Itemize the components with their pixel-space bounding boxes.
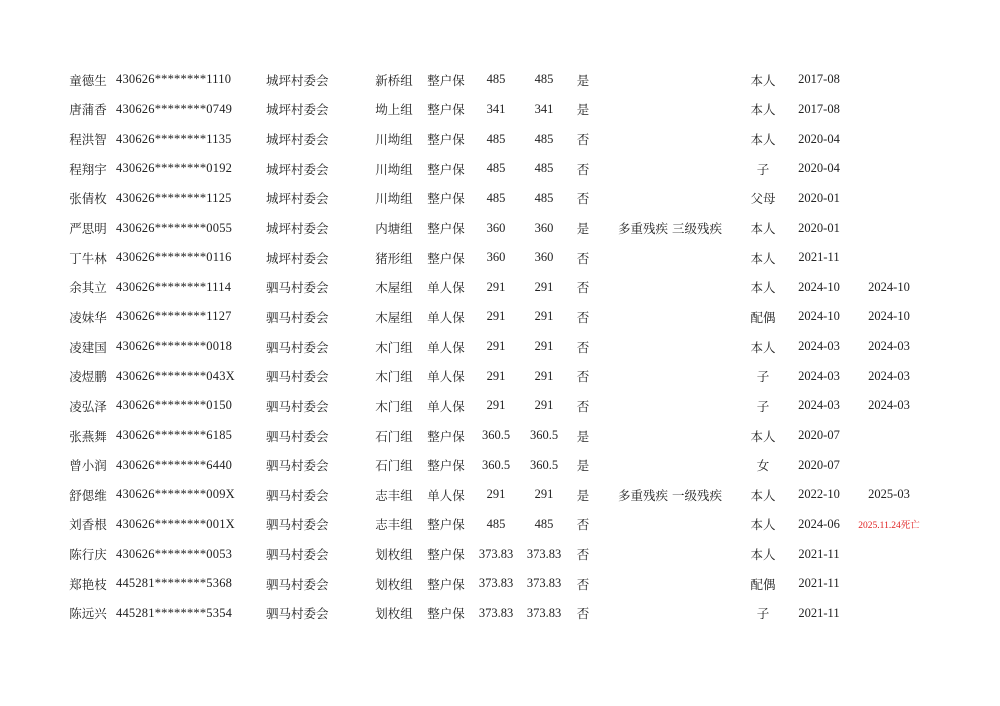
group-cell: 猪形组 <box>375 250 413 266</box>
end-date-cell: 2024-10 <box>868 279 910 294</box>
group-cell: 划枚组 <box>375 547 413 563</box>
amount-cell: 341 <box>486 101 506 116</box>
flag-cell: 否 <box>576 517 590 533</box>
id-number-cell: 430626********0053 <box>116 546 233 561</box>
amount-total-cell: 360.5 <box>529 428 559 442</box>
end-date-cell <box>854 65 924 95</box>
group-cell: 内塘组 <box>375 221 413 237</box>
name-cell: 刘香根 <box>69 517 107 533</box>
group-cell: 坳上组 <box>375 102 413 118</box>
start-date-cell: 2021-11 <box>798 576 840 591</box>
start-date-cell: 2020-04 <box>798 131 840 146</box>
id-number-cell: 430626********009X <box>116 487 235 502</box>
village-cell: 城坪村委会 <box>266 191 329 207</box>
relation-cell: 配偶 <box>750 309 776 325</box>
id-number-cell: 430626********1127 <box>116 309 232 324</box>
assistance-type-cell: 整户保 <box>427 250 465 266</box>
end-date-cell: 2025-03 <box>868 487 910 502</box>
table-row <box>60 480 924 510</box>
assistance-type-cell: 整户保 <box>427 72 465 88</box>
id-number-cell: 430626********1110 <box>116 72 232 87</box>
table-row <box>60 332 924 362</box>
disability-cell <box>598 569 742 599</box>
name-cell: 张燕舞 <box>69 428 107 444</box>
start-date-cell: 2024-03 <box>798 339 840 354</box>
flag-cell: 否 <box>576 250 590 266</box>
name-cell: 舒偲维 <box>69 487 107 503</box>
group-cell: 新桥组 <box>375 72 413 88</box>
id-number-cell: 430626********001X <box>116 516 235 531</box>
name-cell: 陈远兴 <box>69 606 107 622</box>
group-cell: 划枚组 <box>375 576 413 592</box>
amount-cell: 360 <box>486 250 506 265</box>
assistance-type-cell: 整户保 <box>427 428 465 444</box>
relation-cell: 本人 <box>750 250 776 266</box>
assistance-type-cell: 单人保 <box>427 339 465 355</box>
flag-cell: 否 <box>576 280 590 296</box>
village-cell: 驷马村委会 <box>266 576 329 592</box>
amount-cell: 360 <box>486 220 506 235</box>
group-cell: 木屋组 <box>375 309 413 325</box>
village-cell: 驷马村委会 <box>266 517 329 533</box>
assistance-type-cell: 整户保 <box>427 517 465 533</box>
flag-cell: 是 <box>576 72 590 88</box>
name-cell: 严思明 <box>69 221 107 237</box>
table-row <box>60 184 924 214</box>
relation-cell: 本人 <box>750 221 776 237</box>
start-date-cell: 2024-03 <box>798 368 840 383</box>
amount-total-cell: 360 <box>534 250 554 265</box>
group-cell: 木门组 <box>375 369 413 385</box>
village-cell: 城坪村委会 <box>266 132 329 148</box>
disability-cell <box>598 361 742 391</box>
relation-cell: 本人 <box>750 428 776 444</box>
flag-cell: 否 <box>576 547 590 563</box>
end-date-cell <box>854 539 924 569</box>
id-number-cell: 430626********0055 <box>116 220 233 235</box>
start-date-cell: 2022-10 <box>798 487 840 502</box>
relation-cell: 女 <box>756 458 770 474</box>
roster-table-body <box>60 65 924 628</box>
amount-cell: 291 <box>486 487 506 502</box>
table-row <box>60 65 924 95</box>
start-date-cell: 2020-07 <box>798 457 840 472</box>
village-cell: 驷马村委会 <box>266 458 329 474</box>
relation-cell: 本人 <box>750 339 776 355</box>
disability-cell <box>598 154 742 184</box>
id-number-cell: 445281********5354 <box>116 605 233 620</box>
assistance-type-cell: 单人保 <box>427 369 465 385</box>
name-cell: 曾小润 <box>69 458 107 474</box>
village-cell: 驷马村委会 <box>266 606 329 622</box>
village-cell: 驷马村委会 <box>266 339 329 355</box>
end-date-cell: 2024-03 <box>868 368 910 383</box>
disability-cell <box>598 124 742 154</box>
flag-cell: 否 <box>576 309 590 325</box>
start-date-cell: 2024-06 <box>798 516 840 531</box>
group-cell: 木屋组 <box>375 280 413 296</box>
amount-cell: 373.83 <box>478 576 514 591</box>
end-date-cell: 2024-03 <box>868 398 910 413</box>
amount-total-cell: 341 <box>534 101 554 116</box>
flag-cell: 是 <box>576 102 590 118</box>
amount-total-cell: 291 <box>534 368 554 383</box>
end-date-cell: 2024-03 <box>868 339 910 354</box>
start-date-cell: 2017-08 <box>798 72 840 87</box>
end-date-cell <box>854 450 924 480</box>
village-cell: 驷马村委会 <box>266 398 329 414</box>
assistance-type-cell: 整户保 <box>427 458 465 474</box>
flag-cell: 否 <box>576 161 590 177</box>
start-date-cell: 2024-10 <box>798 279 840 294</box>
amount-cell: 485 <box>486 161 506 176</box>
end-date-cell <box>854 124 924 154</box>
id-number-cell: 430626********1125 <box>116 190 232 205</box>
disability-cell <box>598 332 742 362</box>
relation-cell: 子 <box>756 369 770 385</box>
end-date-cell <box>854 599 924 629</box>
relation-cell: 子 <box>756 398 770 414</box>
amount-total-cell: 360 <box>534 220 554 235</box>
id-number-cell: 430626********0150 <box>116 398 233 413</box>
assistance-type-cell: 整户保 <box>427 221 465 237</box>
end-date-cell <box>854 213 924 243</box>
amount-cell: 360.5 <box>481 457 511 472</box>
group-cell: 川坳组 <box>375 132 413 148</box>
disability-cell <box>598 599 742 629</box>
assistance-type-cell: 整户保 <box>427 132 465 148</box>
amount-total-cell: 291 <box>534 279 554 294</box>
amount-cell: 291 <box>486 279 506 294</box>
start-date-cell: 2020-07 <box>798 428 840 442</box>
village-cell: 驷马村委会 <box>266 309 329 325</box>
relation-cell: 本人 <box>750 132 776 148</box>
amount-cell: 291 <box>486 398 506 413</box>
id-number-cell: 430626********6440 <box>116 457 233 472</box>
amount-total-cell: 291 <box>534 309 554 324</box>
name-cell: 童德生 <box>69 72 107 88</box>
table-row <box>60 124 924 154</box>
name-cell: 陈行庆 <box>69 547 107 563</box>
relation-cell: 本人 <box>750 547 776 563</box>
disability-cell <box>598 510 742 540</box>
assistance-type-cell: 单人保 <box>427 398 465 414</box>
name-cell: 唐蒲香 <box>69 102 107 118</box>
flag-cell: 否 <box>576 576 590 592</box>
group-cell: 石门组 <box>375 428 413 444</box>
group-cell: 木门组 <box>375 339 413 355</box>
end-date-cell <box>854 95 924 125</box>
start-date-cell: 2020-01 <box>798 190 840 205</box>
amount-cell: 373.83 <box>478 605 514 620</box>
village-cell: 驷马村委会 <box>266 428 329 444</box>
group-cell: 志丰组 <box>375 517 413 533</box>
amount-total-cell: 373.83 <box>526 605 562 620</box>
end-date-cell <box>854 154 924 184</box>
amount-cell: 485 <box>486 190 506 205</box>
disability-cell: 多重残疾 一级残疾 <box>618 487 722 503</box>
amount-total-cell: 485 <box>534 72 554 87</box>
amount-cell: 291 <box>486 368 506 383</box>
village-cell: 驷马村委会 <box>266 280 329 296</box>
table-row <box>60 213 924 243</box>
disability-cell <box>598 184 742 214</box>
table-row <box>60 421 924 451</box>
relation-cell: 本人 <box>750 517 776 533</box>
amount-total-cell: 291 <box>534 487 554 502</box>
assistance-type-cell: 整户保 <box>427 576 465 592</box>
group-cell: 志丰组 <box>375 487 413 503</box>
village-cell: 城坪村委会 <box>266 250 329 266</box>
name-cell: 郑艳枝 <box>69 576 107 592</box>
village-cell: 城坪村委会 <box>266 161 329 177</box>
id-number-cell: 445281********5368 <box>116 576 233 591</box>
end-date-cell <box>854 421 924 451</box>
relation-cell: 子 <box>756 606 770 622</box>
table-row <box>60 391 924 421</box>
flag-cell: 否 <box>576 369 590 385</box>
amount-cell: 360.5 <box>481 428 511 442</box>
name-cell: 程洪智 <box>69 132 107 148</box>
end-date-cell <box>854 184 924 214</box>
table-row <box>60 243 924 273</box>
table-row <box>60 599 924 629</box>
table-row <box>60 95 924 125</box>
end-date-cell <box>854 243 924 273</box>
village-cell: 城坪村委会 <box>266 221 329 237</box>
flag-cell: 是 <box>576 221 590 237</box>
village-cell: 城坪村委会 <box>266 102 329 118</box>
disability-cell <box>598 421 742 451</box>
id-number-cell: 430626********0018 <box>116 339 233 354</box>
id-number-cell: 430626********0749 <box>116 101 233 116</box>
disability-cell <box>598 243 742 273</box>
name-cell: 凌煜鹏 <box>69 369 107 385</box>
amount-total-cell: 485 <box>534 516 554 531</box>
flag-cell: 是 <box>576 428 590 444</box>
flag-cell: 否 <box>576 606 590 622</box>
start-date-cell: 2017-08 <box>798 101 840 116</box>
amount-total-cell: 291 <box>534 398 554 413</box>
assistance-type-cell: 整户保 <box>427 102 465 118</box>
group-cell: 划枚组 <box>375 606 413 622</box>
end-date-cell <box>854 569 924 599</box>
amount-cell: 485 <box>486 516 506 531</box>
disability-cell <box>598 65 742 95</box>
start-date-cell: 2021-11 <box>798 546 840 561</box>
relation-cell: 本人 <box>750 72 776 88</box>
relation-cell: 本人 <box>750 487 776 503</box>
amount-total-cell: 291 <box>534 339 554 354</box>
name-cell: 张倩枚 <box>69 191 107 207</box>
amount-cell: 485 <box>486 131 506 146</box>
table-row <box>60 302 924 332</box>
amount-cell: 373.83 <box>478 546 514 561</box>
assistance-type-cell: 整户保 <box>427 606 465 622</box>
disability-cell <box>598 95 742 125</box>
id-number-cell: 430626********0116 <box>116 250 232 265</box>
flag-cell: 否 <box>576 339 590 355</box>
start-date-cell: 2021-11 <box>798 605 840 620</box>
group-cell: 木门组 <box>375 398 413 414</box>
id-number-cell: 430626********0192 <box>116 161 233 176</box>
id-number-cell: 430626********1135 <box>116 131 232 146</box>
start-date-cell: 2021-11 <box>798 250 840 265</box>
assistance-type-cell: 整户保 <box>427 547 465 563</box>
disability-cell <box>598 391 742 421</box>
relation-cell: 本人 <box>750 280 776 296</box>
id-number-cell: 430626********043X <box>116 368 235 383</box>
end-date-cell: 2024-10 <box>868 309 910 324</box>
village-cell: 驷马村委会 <box>266 369 329 385</box>
table-row <box>60 361 924 391</box>
amount-cell: 485 <box>486 72 506 87</box>
assistance-type-cell: 整户保 <box>427 191 465 207</box>
amount-total-cell: 373.83 <box>526 576 562 591</box>
table-row <box>60 450 924 480</box>
start-date-cell: 2024-03 <box>798 398 840 413</box>
table-row <box>60 539 924 569</box>
disability-cell <box>598 272 742 302</box>
village-cell: 驷马村委会 <box>266 547 329 563</box>
flag-cell: 否 <box>576 132 590 148</box>
start-date-cell: 2020-01 <box>798 220 840 235</box>
table-row <box>60 569 924 599</box>
amount-cell: 291 <box>486 339 506 354</box>
group-cell: 川坳组 <box>375 191 413 207</box>
table-row <box>60 510 924 540</box>
table-row <box>60 154 924 184</box>
flag-cell: 是 <box>576 458 590 474</box>
flag-cell: 是 <box>576 487 590 503</box>
assistance-type-cell: 单人保 <box>427 487 465 503</box>
amount-total-cell: 485 <box>534 131 554 146</box>
end-date-cell <box>854 510 924 540</box>
disability-cell: 多重残疾 三级残疾 <box>618 221 722 237</box>
disability-cell <box>598 302 742 332</box>
table-row <box>60 272 924 302</box>
disability-cell <box>598 539 742 569</box>
amount-total-cell: 360.5 <box>529 457 559 472</box>
village-cell: 驷马村委会 <box>266 487 329 503</box>
name-cell: 丁牛林 <box>69 250 107 266</box>
roster-table <box>60 65 924 628</box>
death-note: 2025.11.24死亡 <box>858 520 920 531</box>
relation-cell: 父母 <box>750 191 776 207</box>
amount-total-cell: 485 <box>534 190 554 205</box>
start-date-cell: 2020-04 <box>798 161 840 176</box>
amount-total-cell: 373.83 <box>526 546 562 561</box>
group-cell: 川坳组 <box>375 161 413 177</box>
id-number-cell: 430626********6185 <box>116 428 233 442</box>
assistance-type-cell: 单人保 <box>427 280 465 296</box>
name-cell: 凌弘泽 <box>69 398 107 414</box>
disability-cell <box>598 450 742 480</box>
amount-total-cell: 485 <box>534 161 554 176</box>
village-cell: 城坪村委会 <box>266 72 329 88</box>
assistance-type-cell: 整户保 <box>427 161 465 177</box>
relation-cell: 本人 <box>750 102 776 118</box>
relation-cell: 配偶 <box>750 576 776 592</box>
relation-cell: 子 <box>756 161 770 177</box>
flag-cell: 否 <box>576 398 590 414</box>
start-date-cell: 2024-10 <box>798 309 840 324</box>
group-cell: 石门组 <box>375 458 413 474</box>
id-number-cell: 430626********1114 <box>116 279 232 294</box>
assistance-type-cell: 单人保 <box>427 309 465 325</box>
amount-cell: 291 <box>486 309 506 324</box>
name-cell: 凌建国 <box>69 339 107 355</box>
name-cell: 余其立 <box>69 280 107 296</box>
name-cell: 凌妹华 <box>69 309 107 325</box>
flag-cell: 否 <box>576 191 590 207</box>
name-cell: 程翔宇 <box>69 161 107 177</box>
